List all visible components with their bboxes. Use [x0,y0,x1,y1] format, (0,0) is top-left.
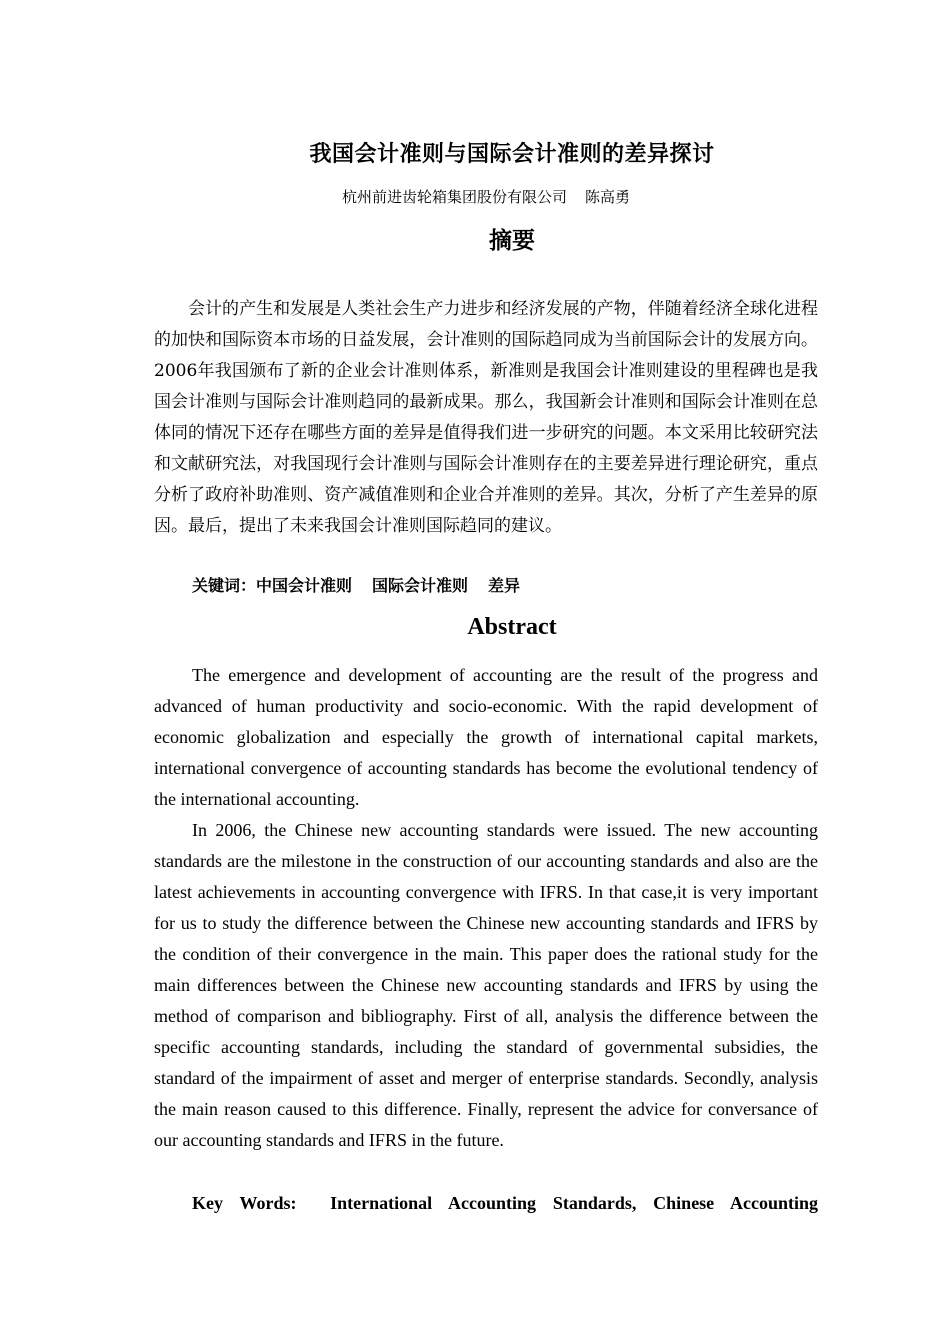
abstract-cn-body: 会计的产生和发展是人类社会生产力进步和经济发展的产物，伴随着经济全球化进程的加快和国际资本市场的日益发展，会计准则的国际趋同成为当前国际会计的发展方向。2006年我国颁布了新的企业会计准则体系，新准则是我国会计准则建设的里程碑也是我国会计准则与国际会计准则趋同的最新成果。那么，我国新会计准则和国际会计准则在总体同的情况下还存在哪些方面的差异是值得我们进一步研究的问题。本文采用比较研究法和文献研究法，对我国现行会计准则与国际会计准则存在的主要差异进行理论研究，重点分析了政府补助准则、资产减值准则和企业合并准则的差异。其次，分析了产生差异的原因。最后，提出了未来我国会计准则国际趋同的建议。 [154,299,818,536]
abstract-en-paragraph-2: In 2006, the Chinese new accounting standards were issued. The new accounting standards are the milestone in the construction of our accounting standards and also are the latest achievements in accounting convergence with IFRS. In that case,it is very important for us to study the difference between the Chinese new accounting standards and IFRS by the condition of their convergence in the main. This paper does the rational study for the main differences between the Chinese new accounting standards and IFRS by using the method of comparison and bibliography. First of all, analysis the difference between the specific accounting standards, including the standard of governmental subsidies, the standard of the impairment of asset and merger of enterprise standards. Secondly, analysis the main reason caused to this difference. Finally, represent the advice for conversance of our accounting standards and IFRS in the future. [154,820,818,1150]
author-affiliation: 杭州前进齿轮箱集团股份有限公司 [341,188,567,206]
keywords-cn [192,573,520,596]
abstract-en-heading: Abstract [467,614,557,640]
paper-title: 我国会计准则与国际会计准则的差异探讨 [309,142,715,167]
keyword-item: 国际会计准则 [372,576,469,595]
keyword-item: 差异 [488,576,521,595]
author-line [0,186,950,207]
keywords-en-label: Key Words: [192,1193,297,1213]
keyword-item: 中国会计准则 [256,576,353,595]
keywords-cn-label: 关键词： [192,576,257,595]
keywords-en-text: International Accounting Standards, Chinese Accounting [330,1193,819,1213]
abstract-en-paragraph-1: The emergence and development of accounting are the result of the progress and advanced of human productivity and socio-economic. With the rapid development of economic globalization and especially the growth of international capital markets, international convergence of accounting standards has become the evolutional tendency of the international accounting. [154,665,818,809]
keywords-en [154,1188,818,1219]
author-name: 陈高勇 [585,188,631,206]
abstract-cn-heading: 摘要 [489,228,535,254]
